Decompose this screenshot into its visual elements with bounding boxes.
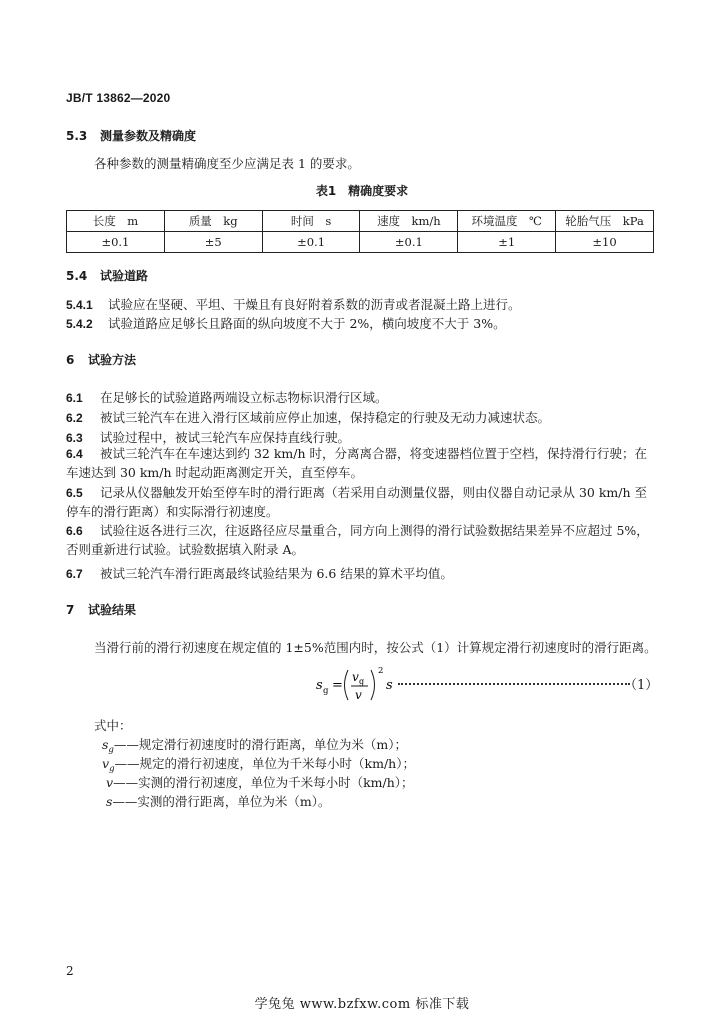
clause-6-5 [66, 484, 654, 521]
fraction-denominator: v [355, 688, 362, 702]
right-paren [371, 670, 375, 700]
clause-6-2 [66, 408, 550, 426]
symbol-definition [106, 773, 414, 793]
symbol-definition [102, 735, 407, 755]
clause-text: 试验道路应足够长且路面的纵向坡度不大于 2%，横向坡度不大于 3%。 [108, 316, 506, 331]
clause-text: 被试三轮汽车滑行距离最终试验结果为 6.6 结果的算术平均值。 [100, 566, 453, 581]
clause-number: 6.3 [66, 431, 83, 445]
table-cell: ±1 [458, 232, 556, 253]
symbol: s [106, 794, 113, 809]
table-header-cell: 时间 s [262, 211, 360, 232]
symbol-definition [102, 754, 415, 774]
table-cell: ±0.1 [262, 232, 360, 253]
symbol-text: ——规定的滑行初速度，单位为千米每小时（km/h）； [114, 756, 415, 771]
symbol: s [102, 737, 109, 752]
symbol-text: ——实测的滑行初速度，单位为千米每小时（km/h）； [113, 775, 414, 790]
clause-text: 试验过程中，被试三轮汽车应保持直线行驶。 [100, 430, 351, 445]
clause-text: 试验往返各进行三次，往返路径应尽量重合，同方向上测得的滑行试验数据结果差异不应超过 5%，否则重新进行试验。试验数据填入附录 A。 [66, 523, 649, 557]
clause-number: 5.4.2 [66, 317, 93, 331]
section-5-3-body: 各种参数的测量精确度至少应满足表 1 的要求。 [94, 156, 360, 171]
clause-5-4-1 [66, 295, 521, 313]
clause-text: 在足够长的试验道路两端设立标志物标识滑行区域。 [100, 390, 388, 405]
section-5-3-heading [66, 127, 196, 144]
table-header-cell: 环境温度 ℃ [458, 211, 556, 232]
left-paren [345, 670, 349, 700]
table-header-cell: 轮胎气压 kPa [556, 211, 654, 232]
table-header-cell: 质量 kg [164, 211, 262, 232]
clause-number: 6.7 [66, 567, 83, 581]
symbol: v [102, 756, 110, 771]
watermark-footer: 学兔兔 www.bzfxw.com 标准下载 [254, 997, 470, 1012]
section-number: 5.4 [66, 269, 88, 283]
clause-6-6 [66, 522, 654, 559]
formula-lhs: s [316, 678, 323, 693]
symbol-text: ——实测的滑行距离，单位为米（m）。 [112, 794, 331, 809]
clause-text: 被试三轮汽车在进入滑行区域前应停止加速，保持稳定的行驶及无动力减速状态。 [100, 410, 551, 425]
section-number: 5.3 [66, 129, 88, 143]
section-title: 试验结果 [88, 603, 137, 617]
precision-requirements-table [66, 210, 654, 253]
section-title: 试验方法 [88, 353, 137, 367]
table-cell: ±10 [556, 232, 654, 253]
clause-number: 6.2 [66, 411, 83, 425]
section-6-heading [66, 351, 136, 368]
table-cell: ±5 [164, 232, 262, 253]
symbol-definition [106, 792, 331, 812]
symbol-sub: g [109, 764, 115, 774]
section-5-4-heading [66, 267, 148, 284]
symbol: v [106, 775, 114, 790]
page-number: 2 [66, 964, 74, 978]
fraction-numerator-sub: g [359, 677, 365, 686]
fraction-numerator: v [352, 670, 359, 684]
document-code-header: JB/T 13862—2020 [66, 91, 171, 105]
formula-1 [316, 666, 659, 708]
dot-leader [398, 683, 630, 685]
clause-text: 被试三轮汽车在车速达到约 32 km/h 时，分离离合器，将变速器档位置于空档，保持滑行行驶；在车速达到 30 km/h 时起动距离测定开关，直至停车。 [66, 446, 648, 480]
table-1-caption: 表1 精确度要求 [315, 184, 409, 198]
table-header-cell: 速度 km/h [360, 211, 458, 232]
equation-number: （1） [624, 678, 659, 693]
section-7-body: 当滑行前的滑行初速度在规定值的 1±5%范围内时，按公式（1）计算规定滑行初速度时的滑行距离。 [94, 640, 657, 655]
clause-6-7 [66, 564, 453, 582]
exponent: 2 [378, 666, 384, 676]
table-row [67, 232, 654, 253]
clause-text: 试验应在坚硬、平坦、干燥且有良好附着系数的沥青或者混凝土路上进行。 [108, 297, 521, 312]
clause-5-4-2 [66, 314, 506, 332]
table-cell: ±0.1 [360, 232, 458, 253]
clause-number: 6.1 [66, 391, 83, 405]
clause-6-4 [66, 445, 654, 482]
clause-6-1 [66, 388, 388, 406]
formula-lhs-sub: g [323, 686, 329, 696]
symbol-text: ——规定滑行初速度时的滑行距离，单位为米（m）； [113, 737, 407, 752]
clause-number: 6.5 [66, 486, 83, 500]
table-header-row [67, 211, 654, 232]
table-cell: ±0.1 [67, 232, 165, 253]
formula-expression [316, 662, 400, 710]
clause-text: 记录从仪器触发开始至停车时的滑行距离（若采用自动测量仪器，则由仪器自动记录从 30 km/h 至停车的滑行距离）和实际滑行初速度。 [66, 485, 648, 519]
where-label: 式中： [94, 718, 132, 733]
section-title: 试验道路 [100, 269, 149, 283]
symbol-sub: g [108, 745, 114, 755]
section-title: 测量参数及精确度 [100, 129, 197, 143]
clause-number: 6.4 [66, 447, 83, 461]
section-number: 6 [66, 353, 75, 367]
clause-number: 6.6 [66, 524, 83, 538]
section-7-heading [66, 601, 136, 618]
table-header-cell: 长度 m [67, 211, 165, 232]
clause-6-3 [66, 428, 350, 446]
clause-number: 5.4.1 [66, 298, 93, 312]
equals-sign: = [332, 678, 343, 693]
section-number: 7 [66, 603, 75, 617]
formula-rhs: s [386, 678, 393, 693]
